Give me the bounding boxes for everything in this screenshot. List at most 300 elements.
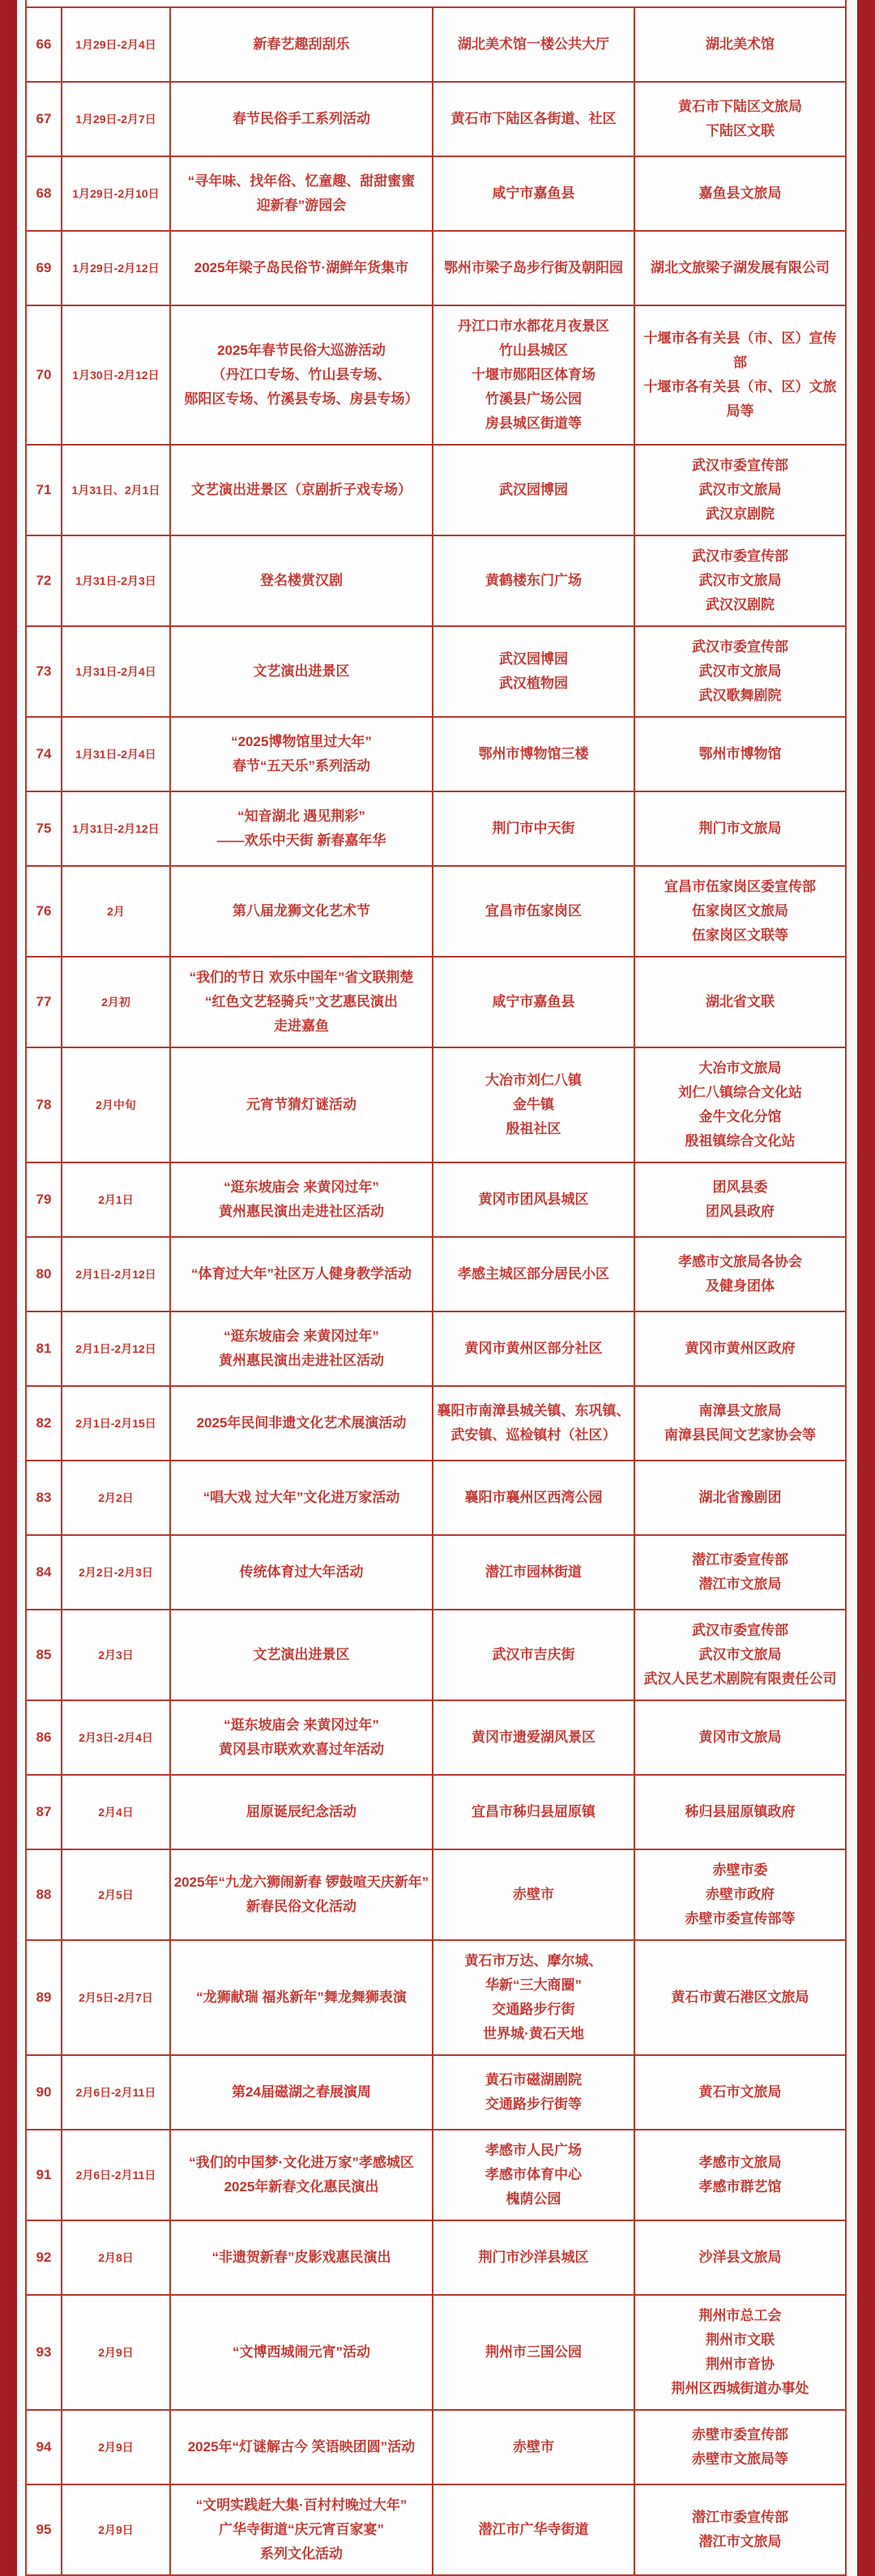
cell-location (433, 1163, 635, 1236)
cell-organizer (635, 83, 845, 156)
cell-line: 屈原诞辰纪念活动 (246, 1804, 356, 1819)
cell-line: 沙洋县文旅局 (698, 2250, 782, 2265)
cell-line: 潜江市委宣传部 (692, 1552, 788, 1567)
cell-number: 90 (27, 2056, 62, 2129)
cell-line: 孝感主城区部分居民小区 (458, 1266, 609, 1282)
table-row (27, 536, 845, 627)
cell-location (433, 1461, 635, 1534)
cell-location (433, 867, 635, 956)
cell-line: 武汉园博园 (499, 482, 568, 497)
cell-location (433, 1701, 635, 1774)
cell-location (433, 1536, 635, 1609)
cell-line: 2025年新春文化惠民演出 (224, 2179, 379, 2194)
cell-line: 黄冈市团风县城区 (478, 1192, 589, 1207)
table-row (27, 792, 845, 867)
cell-date: 2月4日 (62, 1776, 171, 1849)
cell-number: 84 (27, 1536, 62, 1609)
cell-date: 1月31日-2月3日 (62, 536, 171, 625)
cell-number: 79 (27, 1163, 62, 1236)
cell-organizer (635, 1461, 845, 1534)
cell-date: 2月1日 (62, 1163, 171, 1236)
cell-line: “逛东坡庙会 来黄冈过年” (224, 1329, 379, 1344)
cell-line: 传统体育过大年活动 (239, 1564, 364, 1580)
event-schedule-table (25, 0, 847, 2576)
cell-line: 武汉植物园 (499, 676, 568, 691)
cell-activity (171, 446, 433, 535)
cell-line: 黄石市黄石港区文旅局 (671, 1990, 809, 2005)
cell-date: 2月2日 (62, 1461, 171, 1534)
cell-line: 黄冈市黄州区政府 (685, 1341, 796, 1356)
cell-line: 金牛镇 (513, 1097, 554, 1112)
cell-line: 荆州市文联 (706, 2332, 775, 2348)
cell-line: 武汉市文旅局 (698, 1647, 782, 1662)
cell-organizer (635, 1776, 845, 1849)
cell-activity (171, 2130, 433, 2220)
cell-date: 2月 (62, 867, 171, 956)
table-row (27, 232, 845, 306)
cell-date: 1月31日-2月4日 (62, 718, 171, 791)
cell-line: 荆州市音协 (706, 2356, 775, 2372)
cell-organizer (635, 446, 845, 535)
cell-organizer (635, 627, 845, 716)
table-row (27, 157, 845, 232)
cell-line: 黄冈县市联欢欢喜过年活动 (219, 1742, 384, 1757)
cell-activity (171, 867, 433, 956)
cell-location (433, 627, 635, 716)
cell-activity (171, 957, 433, 1047)
cell-number: 82 (27, 1387, 62, 1460)
cell-location (433, 83, 635, 156)
cell-number: 86 (27, 1701, 62, 1774)
cell-activity (171, 232, 433, 305)
table-row (27, 867, 845, 957)
cell-date: 2月6日-2月11日 (62, 2130, 171, 2220)
cell-line: 武汉京剧院 (706, 506, 775, 522)
table-row (27, 1776, 845, 1850)
cell-line: “唱大戏 过大年”文化进万家活动 (203, 1490, 400, 1505)
cell-organizer (635, 2221, 845, 2294)
cell-line: 武汉市吉庆街 (492, 1647, 575, 1662)
cell-line: 武汉汉剧院 (706, 597, 775, 612)
table-row (27, 8, 845, 83)
cell-number: 76 (27, 867, 62, 956)
cell-activity (171, 1312, 433, 1385)
cell-location (433, 957, 635, 1047)
cell-line: ——欢乐中天街 新春嘉年华 (216, 833, 386, 848)
cell-line: 荆州市三国公园 (485, 2344, 582, 2360)
cell-line: “逛东坡庙会 来黄冈过年” (224, 1717, 379, 1733)
cell-date: 2月1日-2月15日 (62, 1387, 171, 1460)
cell-line: 咸宁市嘉鱼县 (492, 994, 575, 1009)
cell-organizer (635, 2411, 845, 2484)
cell-line: 孝感市文旅局各协会 (678, 1254, 802, 1269)
cell-line: 荆州区西城街道办事处 (671, 2381, 809, 2396)
cell-line: 新春民俗文化活动 (246, 1899, 356, 1914)
cell-number: 92 (27, 2221, 62, 2294)
cell-line: 武汉园博园 (499, 651, 568, 667)
cell-line: 潜江市广华寺街道 (478, 2522, 589, 2537)
cell-line: 广华寺街道“庆元宵百家宴” (219, 2522, 384, 2537)
cell-line: 2025年“九龙六狮闹新春 锣鼓喧天庆新年” (173, 1874, 429, 1890)
cell-line: 赤壁市委 (712, 1862, 768, 1878)
table-row (27, 1461, 845, 1536)
cell-line: 嘉鱼县文旅局 (698, 186, 782, 201)
cell-line: 孝感市群艺馆 (698, 2179, 782, 2194)
table-row (27, 1387, 845, 1461)
cell-date: 2月2日-2月3日 (62, 1536, 171, 1609)
cell-line: 交通路步行街 (492, 2002, 575, 2017)
cell-number: 80 (27, 1238, 62, 1311)
cell-number: 70 (27, 306, 62, 444)
cell-organizer (635, 1163, 845, 1236)
cell-line: 郧阳区专场、竹溪县专场、房县专场） (184, 391, 419, 407)
cell-activity (171, 1536, 433, 1609)
cell-line: （丹江口专场、竹山县专场、 (211, 367, 391, 382)
cell-date: 2月5日-2月7日 (62, 1941, 171, 2054)
cell-line: 十堰市各有关县（市、区）宣传部 (643, 331, 837, 370)
cell-line: “我们的中国梦·文化进万家”孝感城区 (189, 2155, 414, 2170)
cell-date: 1月29日-2月4日 (62, 8, 171, 81)
cell-organizer (635, 867, 845, 956)
cell-line: 房县城区街道等 (485, 416, 582, 431)
cell-location (433, 1387, 635, 1460)
cell-date: 1月31日-2月12日 (62, 792, 171, 865)
cell-line: 湖北美术馆 (706, 36, 775, 52)
cell-line: 金牛文化分馆 (698, 1109, 782, 1124)
cell-line: 武汉市委宣传部 (692, 639, 788, 655)
cell-location (433, 8, 635, 81)
table-row (27, 627, 845, 718)
cell-location (433, 2485, 635, 2574)
cell-date: 2月9日 (62, 2296, 171, 2409)
cell-location (433, 1238, 635, 1311)
cell-line: 及健身团体 (706, 1278, 775, 1294)
cell-date: 2月9日 (62, 2485, 171, 2574)
cell-activity (171, 1048, 433, 1162)
cell-line: 黄石市文旅局 (698, 2084, 782, 2100)
cell-line: 赤壁市委宣传部等 (685, 1911, 796, 1926)
cell-line: 武汉市委宣传部 (692, 548, 788, 564)
cell-location (433, 2411, 635, 2484)
cell-line: 武汉人民艺术剧院有限责任公司 (643, 1671, 837, 1687)
cell-line: 宜昌市秭归县屈原镇 (472, 1804, 595, 1819)
cell-line: 2025年春节民俗大巡游活动 (217, 343, 386, 358)
cell-line: 殷祖镇综合文化站 (685, 1133, 796, 1149)
table-row (27, 2056, 845, 2130)
cell-line: 南漳县文旅局 (698, 1403, 782, 1418)
cell-number: 88 (27, 1850, 62, 1939)
cell-line: “文博西城闹元宵”活动 (233, 2344, 370, 2360)
cell-line: 登名楼赏汉剧 (260, 573, 343, 588)
cell-line: “龙狮献瑞 福兆新年”舞龙舞狮表演 (196, 1990, 407, 2005)
cell-organizer (635, 1048, 845, 1162)
cell-line: 系列文化活动 (260, 2546, 343, 2561)
cell-line: “知音湖北 遇见荆彩” (237, 808, 365, 824)
partial-row-top (27, 0, 845, 8)
cell-line: 荆门市文旅局 (698, 821, 782, 836)
cell-organizer (635, 536, 845, 625)
cell-activity (171, 627, 433, 716)
cell-number: 75 (27, 792, 62, 865)
cell-line: 文艺演出进景区 (253, 1647, 350, 1662)
cell-number: 71 (27, 446, 62, 535)
cell-location (433, 2221, 635, 2294)
cell-date: 1月29日-2月10日 (62, 157, 171, 230)
cell-location (433, 2296, 635, 2409)
cell-line: “2025博物馆里过大年” (231, 734, 372, 749)
cell-line: 黄州惠民演出走进社区活动 (219, 1353, 384, 1368)
cell-line: 第24届磁湖之春展演周 (232, 2084, 371, 2100)
cell-location (433, 157, 635, 230)
cell-line: 黄州惠民演出走进社区活动 (219, 1204, 384, 1219)
table-row (27, 1536, 845, 1610)
cell-organizer (635, 957, 845, 1047)
cell-line: “红色文艺轻骑兵”文艺惠民演出 (205, 994, 398, 1009)
left-border-strip (0, 0, 17, 2576)
cell-line: 伍家岗区文旅局 (692, 903, 788, 919)
table-row (27, 1850, 845, 1941)
cell-line: 下陆区文联 (706, 123, 775, 139)
cell-organizer (635, 157, 845, 230)
cell-organizer (635, 1941, 845, 2054)
cell-line: 赤壁市文旅局等 (692, 2451, 788, 2467)
cell-organizer (635, 2056, 845, 2129)
cell-date: 1月30日-2月12日 (62, 306, 171, 444)
cell-activity (171, 1701, 433, 1774)
table-row (27, 1163, 845, 1238)
cell-line: 黄石市下陆区文旅局 (678, 99, 802, 114)
cell-line: 十堰市郧阳区体育场 (472, 367, 595, 382)
cell-date: 2月8日 (62, 2221, 171, 2294)
cell-line: 咸宁市嘉鱼县 (492, 186, 575, 201)
right-border-strip (857, 0, 875, 2576)
cell-date: 2月初 (62, 957, 171, 1047)
cell-line: 赤壁市政府 (706, 1887, 775, 1902)
cell-line: 交通路步行街等 (485, 2096, 582, 2112)
cell-line: 武汉市文旅局 (698, 482, 782, 497)
cell-activity (171, 157, 433, 230)
cell-date: 2月6日-2月11日 (62, 2056, 171, 2129)
cell-number: 81 (27, 1312, 62, 1385)
cell-line: 竹山县城区 (499, 343, 568, 358)
cell-location (433, 2056, 635, 2129)
cell-activity (171, 718, 433, 791)
cell-line: 新春艺趣刮刮乐 (253, 36, 350, 52)
cell-line: 伍家岗区文联等 (692, 928, 788, 943)
cell-line: 潜江市园林街道 (485, 1564, 582, 1580)
cell-line: 文艺演出进景区 (253, 663, 350, 679)
cell-organizer (635, 8, 845, 81)
cell-date: 2月3日 (62, 1610, 171, 1700)
table-row (27, 957, 845, 1048)
cell-line: 殷祖社区 (506, 1121, 561, 1137)
cell-line: 武汉歌舞剧院 (698, 688, 782, 703)
cell-line: 武汉市委宣传部 (692, 1623, 788, 1638)
cell-date: 2月9日 (62, 2411, 171, 2484)
cell-location (433, 1941, 635, 2054)
cell-line: “我们的节日 欢乐中国年”省文联荆楚 (189, 970, 414, 985)
cell-date: 1月31日-2月4日 (62, 627, 171, 716)
cell-organizer (635, 2485, 845, 2574)
cell-number: 74 (27, 718, 62, 791)
cell-line: 赤壁市委宣传部 (692, 2427, 788, 2442)
cell-number: 77 (27, 957, 62, 1047)
cell-line: 黄冈市遗爱湖风景区 (472, 1729, 595, 1745)
cell-line: 黄石市下陆区各街道、社区 (450, 111, 617, 126)
cell-line: 华新“三大商圈” (485, 1977, 582, 1993)
cell-number: 67 (27, 83, 62, 156)
cell-activity (171, 1850, 433, 1939)
cell-line: 鄂州市博物馆 (698, 746, 782, 761)
cell-organizer (635, 232, 845, 305)
cell-line: 武汉市文旅局 (698, 663, 782, 679)
table-row (27, 1048, 845, 1163)
cell-line: 春节“五天乐”系列活动 (233, 758, 370, 774)
cell-number: 94 (27, 2411, 62, 2484)
cell-line: 2025年梁子岛民俗节·湖鲜年货集市 (194, 260, 409, 275)
cell-activity (171, 536, 433, 625)
cell-line: 荆门市中天街 (492, 821, 575, 836)
cell-activity (171, 2485, 433, 2574)
cell-line: “寻年味、找年俗、忆童趣、甜甜蜜蜜 (187, 173, 416, 189)
cell-line: 湖北文旅梁子湖发展有限公司 (651, 260, 830, 275)
cell-number: 83 (27, 1461, 62, 1534)
cell-date: 2月1日-2月12日 (62, 1312, 171, 1385)
cell-location (433, 1610, 635, 1700)
cell-line: 2025年民间非遗文化艺术展演活动 (196, 1415, 407, 1431)
cell-line: 秭归县屈原镇政府 (685, 1804, 796, 1819)
cell-location (433, 1312, 635, 1385)
cell-location (433, 232, 635, 305)
cell-number: 89 (27, 1941, 62, 2054)
cell-line: 武安镇、巡检镇村（社区） (450, 1427, 617, 1443)
table-row (27, 718, 845, 792)
table-row (27, 2221, 845, 2296)
cell-line: 春节民俗手工系列活动 (233, 111, 370, 126)
cell-location (433, 446, 635, 535)
cell-location (433, 536, 635, 625)
table-row (27, 83, 845, 157)
cell-number: 68 (27, 157, 62, 230)
cell-activity (171, 306, 433, 444)
table-row (27, 1610, 845, 1701)
cell-line: 湖北省豫剧团 (698, 1490, 782, 1505)
cell-organizer (635, 1610, 845, 1700)
cell-number: 85 (27, 1610, 62, 1700)
cell-activity (171, 2296, 433, 2409)
table-row (27, 1238, 845, 1312)
cell-organizer (635, 718, 845, 791)
cell-number: 95 (27, 2485, 62, 2574)
cell-organizer (635, 1536, 845, 1609)
cell-line: 大冶市文旅局 (698, 1060, 782, 1076)
cell-line: “体育过大年”社区万人健身教学活动 (191, 1266, 412, 1282)
cell-number: 72 (27, 536, 62, 625)
cell-organizer (635, 1387, 845, 1460)
cell-line: 竹溪县广场公园 (485, 391, 582, 407)
cell-organizer (635, 1238, 845, 1311)
table-row (27, 1941, 845, 2056)
cell-line: 刘仁八镇综合文化站 (678, 1085, 802, 1100)
cell-number: 69 (27, 232, 62, 305)
cell-date: 2月5日 (62, 1850, 171, 1939)
cell-date: 2月中旬 (62, 1048, 171, 1162)
table-row (27, 1701, 845, 1776)
cell-line: 槐荫公园 (506, 2191, 561, 2207)
cell-activity (171, 2056, 433, 2129)
cell-line: 十堰市各有关县（市、区）文旅局等 (643, 379, 837, 419)
cell-line: 团风县委 (712, 1179, 768, 1195)
cell-activity (171, 1941, 433, 2054)
cell-line: 潜江市文旅局 (698, 1576, 782, 1592)
cell-line: 襄阳市襄州区西湾公园 (464, 1490, 603, 1505)
cell-location (433, 1776, 635, 1849)
cell-line: 荆州市总工会 (698, 2308, 782, 2323)
cell-line: 黄石市万达、摩尔城、 (464, 1953, 603, 1968)
cell-date: 2月3日-2月4日 (62, 1701, 171, 1774)
cell-activity (171, 1610, 433, 1700)
cell-activity (171, 1461, 433, 1534)
cell-line: 黄鹤楼东门广场 (485, 573, 582, 588)
cell-organizer (635, 2130, 845, 2220)
cell-line: 孝感市人民广场 (485, 2143, 582, 2158)
cell-line: 丹江口市水都花月夜景区 (458, 318, 609, 334)
cell-date: 1月29日-2月7日 (62, 83, 171, 156)
table-row (27, 1312, 845, 1387)
cell-line: 荆门市沙洋县城区 (478, 2250, 589, 2265)
cell-number: 93 (27, 2296, 62, 2409)
cell-line: 世界城·黄石天地 (483, 2026, 584, 2041)
cell-date: 1月29日-2月12日 (62, 232, 171, 305)
cell-line: “非遗贺新春”皮影戏惠民演出 (211, 2250, 391, 2265)
cell-organizer (635, 306, 845, 444)
cell-line: 走进嘉鱼 (274, 1018, 329, 1034)
cell-line: 黄冈市文旅局 (698, 1729, 782, 1745)
cell-location (433, 792, 635, 865)
cell-line: 文艺演出进景区（京剧折子戏专场） (191, 482, 412, 497)
table-row (27, 2411, 845, 2485)
cell-line: 潜江市委宣传部 (692, 2510, 788, 2525)
cell-activity (171, 1776, 433, 1849)
cell-number: 73 (27, 627, 62, 716)
cell-line: 鄂州市梁子岛步行街及朝阳园 (444, 260, 623, 275)
cell-date: 1月31日、2月1日 (62, 446, 171, 535)
cell-activity (171, 2411, 433, 2484)
event-table-body (27, 8, 845, 2576)
table-row (27, 446, 845, 536)
cell-activity (171, 792, 433, 865)
cell-line: “逛东坡庙会 来黄冈过年” (224, 1179, 379, 1195)
cell-organizer (635, 1312, 845, 1385)
cell-date: 2月1日-2月12日 (62, 1238, 171, 1311)
cell-activity (171, 2221, 433, 2294)
cell-line: 宜昌市伍家岗区委宣传部 (664, 879, 816, 894)
table-row (27, 2130, 845, 2221)
cell-line: 湖北省文联 (706, 994, 775, 1009)
cell-organizer (635, 1701, 845, 1774)
cell-line: 宜昌市伍家岗区 (485, 903, 582, 919)
cell-line: 2025年“灯谜解古今 笑语映团圆”活动 (187, 2439, 416, 2454)
cell-line: 赤壁市 (513, 2439, 554, 2454)
cell-line: 第八届龙狮文化艺术节 (233, 903, 370, 919)
cell-line: 孝感市文旅局 (698, 2155, 782, 2170)
cell-line: 元宵节猜灯谜活动 (246, 1097, 356, 1112)
cell-location (433, 1048, 635, 1162)
table-row (27, 306, 845, 446)
cell-activity (171, 83, 433, 156)
cell-organizer (635, 1850, 845, 1939)
cell-line: 潜江市文旅局 (698, 2534, 782, 2549)
